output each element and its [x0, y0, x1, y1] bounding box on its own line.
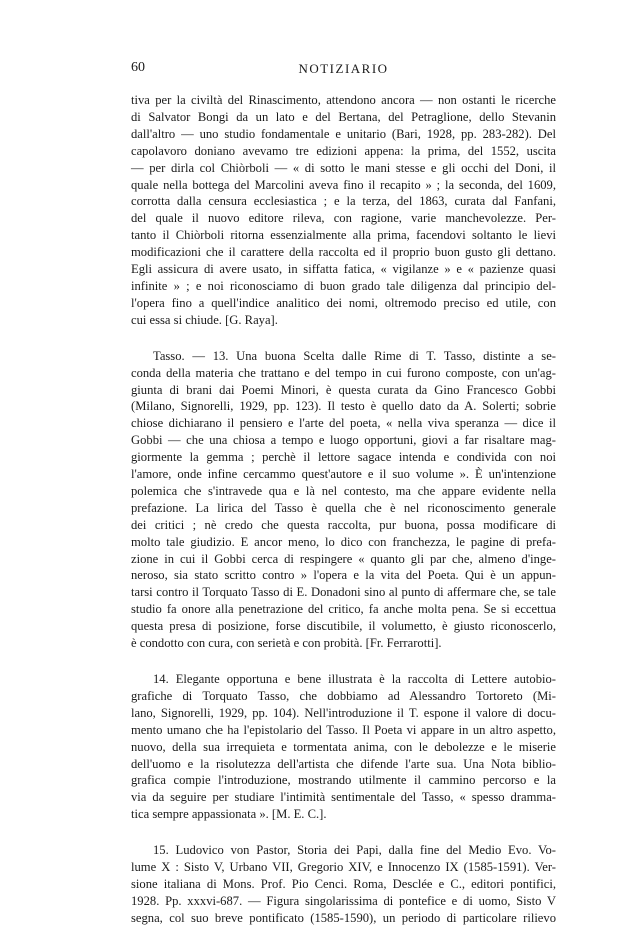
text-line: polemica che s'intravede qua e là nel contesto, ma che appare evidente nella [131, 483, 556, 498]
text-line: studio fa onore alla penetrazione del critico, fa anche molta pena. Se si eccettua [131, 602, 556, 617]
text-line: Egli assicura di avere usato, in siffatta fatica, « vigilanze » e « pazienze quasi [131, 262, 556, 277]
text-line: dell'uomo e la risolutezza dell'artista che difende l'arte sua. Una Nota biblio- [131, 756, 556, 771]
text-line: conda della materia che trattano e del tempo in cui furono composte, con un'ag- [131, 365, 556, 380]
text-line: zione in cui il Gobbi cerca di respingere « quanto gli par che, almeno d'inge- [131, 551, 556, 566]
page-header [131, 60, 556, 80]
text-line: prefazione. La lirica del Tasso è quella che è nel riconoscimento generale [131, 500, 556, 515]
text-line: molto tale giudizio. E ancor meno, lo dico con franchezza, le pagine di prefa- [131, 534, 556, 549]
text-line: cui essa si chiude. [G. Raya]. [131, 312, 278, 327]
text-line: di Salvator Bongi da un lato e del Bertana, del Petraglione, dello Stevanin [131, 109, 556, 124]
text-line: tarsi contro il Torquato Tasso di E. Donadoni sino al punto di affermare che, se tale [131, 585, 556, 600]
paragraph-gap [131, 329, 556, 348]
text-line: 15. Ludovico von Pastor, Storia dei Papi, dalla fine del Medio Evo. Vo- [153, 843, 556, 858]
paragraph-gap [131, 823, 556, 842]
text-line: infinite » ; e noi riconosciamo di buon grado tale diligenza dal principio del- [131, 278, 556, 293]
text-line: tanto il Chiòrboli ritorna essenzialmente alla prima, facendovi soltanto le lievi [131, 228, 556, 243]
text-line: giormente la gemma ; perchè il lettore sagace intenda e condivida con noi [131, 450, 556, 465]
running-title: NOTIZIARIO [298, 61, 389, 76]
text-line: dei critici ; nè credo che questa raccolta, pur buona, possa modificare di [131, 517, 556, 532]
text-line: neroso, sia stato scritto contro » l'opera e la vita del Poeta. Qui è un appun- [131, 568, 556, 583]
text-line: l'amore, onde infine cercammo quest'autore e il suo volume ». È un'intenzione [131, 467, 556, 482]
text-line: chiose dichiarano il pensiero e l'arte del poeta, « nella viva speranza — dice il [131, 416, 556, 431]
page-number: 60 [131, 60, 145, 75]
paragraph-tasso-14 [131, 671, 556, 823]
text-line: Gobbi — che una chiosa a tempo e luogo opportuni, giovi a far risaltare mag- [131, 433, 556, 448]
text-line: tica sempre appassionata ». [M. E. C.]. [131, 807, 327, 822]
text-line: via da seguire per studiare l'intimità sentimentale del Tasso, « spesso dramma- [131, 790, 556, 805]
text-line: lume X : Sisto V, Urbano VII, Gregorio XIV, e Innocenzo IX (1585-1591). Ver- [131, 860, 556, 875]
text-line: corrotta dalla censura ecclesiastica ; e la terza, del 1863, curata dal Fanfani, [131, 194, 556, 209]
paragraph-tasso-13 [131, 348, 556, 652]
text-line: questa presa di posizione, forse discutibile, il volumetto, è giusto riconoscerlo, [131, 619, 556, 634]
text-line: modificazioni che il carattere della raccolta ed il proprio buon gusto gli dettano. [131, 245, 556, 260]
paragraph-gap [131, 652, 556, 671]
text-line: (Milano, Signorelli, 1929, pp. 123). Il testo è quello dato da A. Solerti; sobrie [131, 399, 556, 414]
text-line: dall'altro — uno studio fondamentale e unitario (Bari, 1928, pp. 283-282). Del [131, 126, 556, 141]
text-line: nuovo, della sua irrequieta e tormentata anima, con le debolezze e le miserie [131, 739, 556, 754]
paragraph-pastor-15 [131, 842, 556, 927]
text-line: grafica compie l'introduzione, mostrando utilmente il cammino percorso e la [131, 773, 556, 788]
text-line: 14. Elegante opportuna e bene illustrata è la raccolta di Lettere autobio- [153, 672, 556, 686]
text-line: quale nella bottega del Marcolini aveva fino il recapito » ; la seconda, del 1609, [131, 177, 556, 192]
text-line: sione italiana di Mons. Prof. Pio Cenci. Roma, Desclée e C., editori pontifici, [131, 876, 556, 891]
paragraph-continuation [131, 92, 556, 329]
text-line: segna, col suo breve pontificato (1585-1590), un periodo di particolare rilievo [131, 910, 556, 925]
text-line: l'opera fino a quell'indice analitico dei nomi, oltremodo preciso ed utile, con [131, 295, 556, 310]
text-line: mento umano che ha l'epistolario del Tasso. Il Poeta vi appare in un altro aspetto, [131, 722, 556, 737]
body-text [131, 92, 556, 927]
text-line: grafiche di Torquato Tasso, che dobbiamo ad Alessandro Tortoreto (Mi- [131, 688, 556, 703]
text-line: lano, Signorelli, 1929, pp. 104). Nell'introduzione il T. espone il valore di docu- [131, 705, 556, 720]
text-line: del quale il nuovo editore rileva, con ragione, varie manchevolezze. Per- [131, 211, 556, 226]
text-line: — per dirla col Chiòrboli — « di sotto le mani stesse e gli occhi del Doni, il [131, 160, 556, 175]
text-line: capolavoro doniano avevamo tre edizioni appena: la prima, del 1552, uscita [131, 143, 556, 158]
text-line: Tasso. — 13. Una buona Scelta dalle Rime di T. Tasso, distinte a se- [153, 348, 556, 363]
text-line: è condotto con cura, con serietà e con probità. [Fr. Ferrarotti]. [131, 636, 442, 651]
text-line: tiva per la civiltà del Rinascimento, attendono ancora — non ostanti le ricerche [131, 93, 556, 107]
text-line: giunta di brani dai Poemi Minori, è questa curata da Gino Francesco Gobbi [131, 382, 556, 397]
text-line: 1928. Pp. xxxvi-687. — Figura singolarissima di pontefice e di uomo, Sisto V [131, 893, 556, 908]
